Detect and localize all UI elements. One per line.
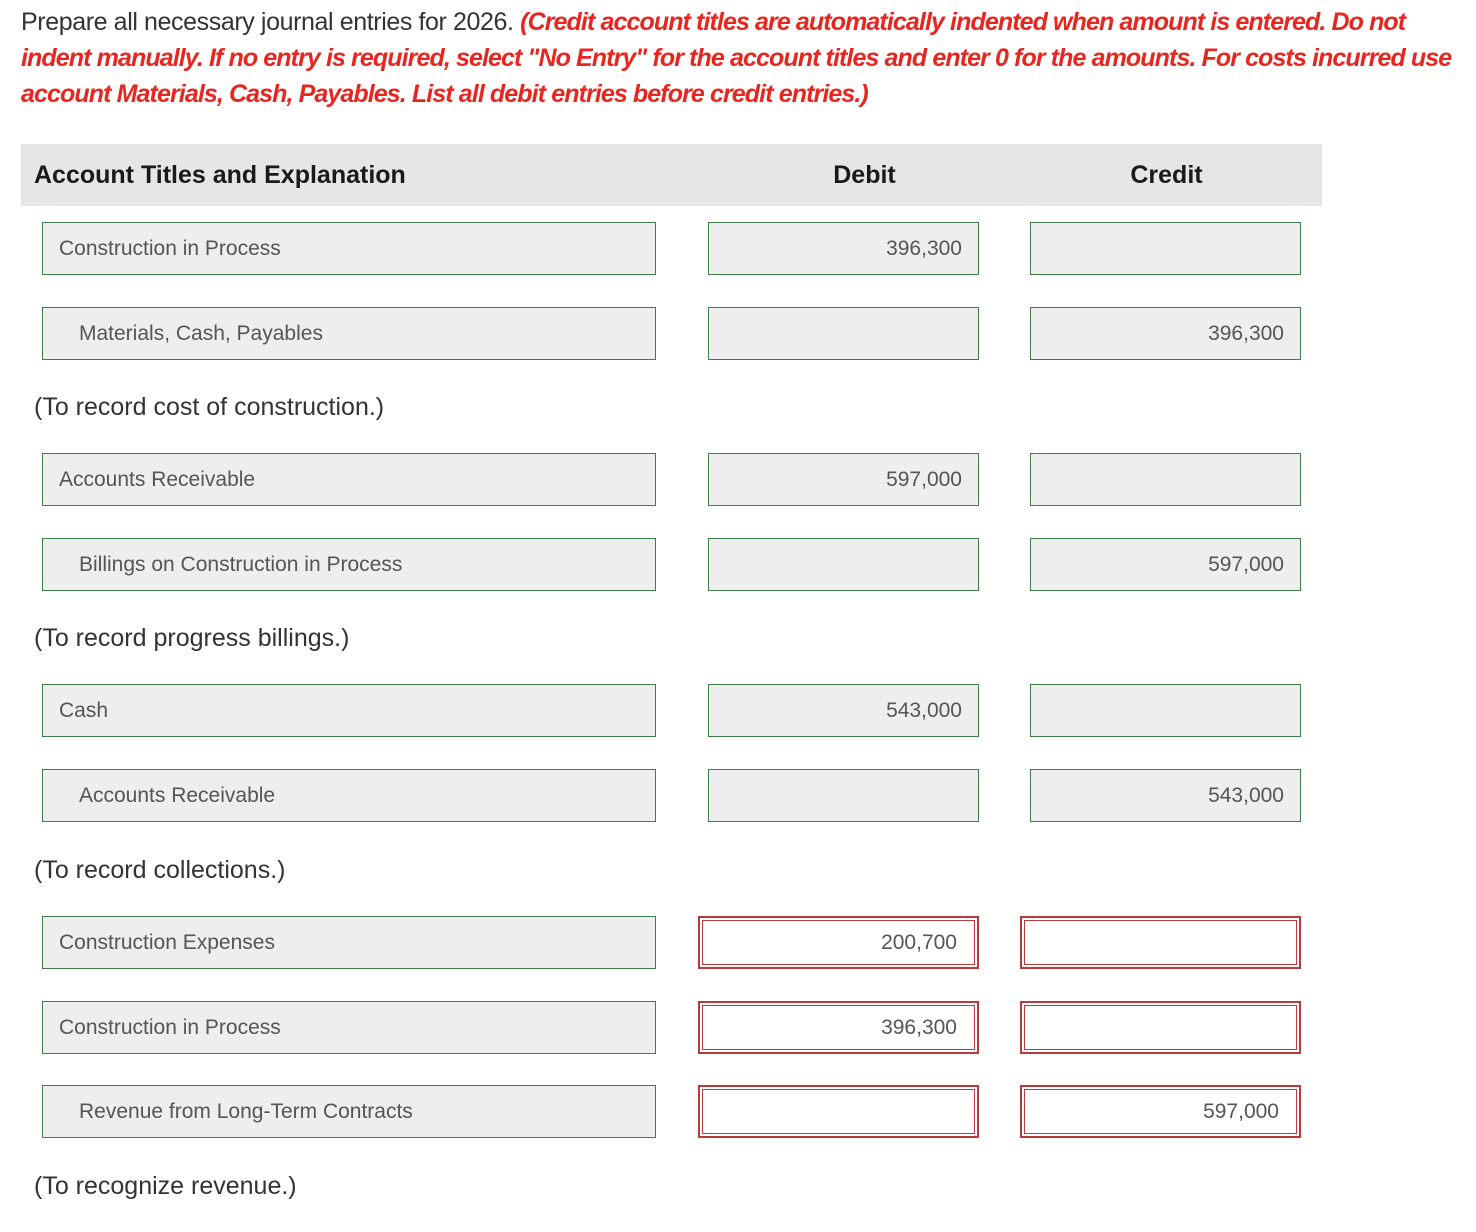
credit-amount-field[interactable]: 543,000 [1030, 769, 1301, 822]
account-title-field[interactable]: Construction in Process [42, 1001, 656, 1054]
account-title-field[interactable]: Construction in Process [42, 222, 656, 275]
journal-line [0, 307, 1476, 360]
credit-amount-field[interactable] [1030, 684, 1301, 737]
account-title-field[interactable]: Accounts Receivable [42, 453, 656, 506]
debit-amount-field[interactable]: 396,300 [708, 222, 979, 275]
table-header [21, 144, 1322, 206]
account-title-field[interactable]: Materials, Cash, Payables [42, 307, 656, 360]
journal-line [0, 916, 1476, 969]
credit-amount-field[interactable] [1030, 222, 1301, 275]
journal-line [0, 1001, 1476, 1054]
debit-amount-field[interactable] [708, 307, 979, 360]
journal-line [0, 684, 1476, 737]
entry-explanation: (To recognize revenue.) [34, 1172, 297, 1200]
journal-line [0, 1085, 1476, 1138]
instructions [21, 4, 1461, 112]
debit-amount-field[interactable]: 396,300 [698, 1001, 979, 1054]
debit-amount-field[interactable] [698, 1085, 979, 1138]
credit-amount-field[interactable] [1030, 453, 1301, 506]
entry-explanation: (To record cost of construction.) [34, 393, 385, 421]
debit-amount-field[interactable] [708, 769, 979, 822]
header-account-titles: Account Titles and Explanation [34, 161, 406, 189]
journal-line [0, 538, 1476, 591]
instructions-lead: Prepare all necessary journal entries for 2026. [21, 8, 521, 36]
account-title-field[interactable]: Billings on Construction in Process [42, 538, 656, 591]
debit-amount-field[interactable]: 543,000 [708, 684, 979, 737]
debit-amount-field[interactable]: 597,000 [708, 453, 979, 506]
journal-line [0, 453, 1476, 506]
credit-amount-field[interactable]: 597,000 [1030, 538, 1301, 591]
journal-line [0, 222, 1476, 275]
header-credit: Credit [1130, 161, 1203, 189]
credit-amount-field[interactable]: 597,000 [1020, 1085, 1301, 1138]
account-title-field[interactable]: Cash [42, 684, 656, 737]
credit-amount-field[interactable] [1020, 916, 1301, 969]
debit-amount-field[interactable]: 200,700 [698, 916, 979, 969]
account-title-field[interactable]: Construction Expenses [42, 916, 656, 969]
header-debit: Debit [833, 161, 896, 189]
entry-explanation: (To record collections.) [34, 856, 286, 884]
debit-amount-field[interactable] [708, 538, 979, 591]
instructions-hint: (Credit account titles are automatically indented when amount is entered. Do not indent manually. If no entry is required, select "No Entry" for the account titles and enter 0 for the amounts. For costs incurred use account Materials, Cash, Payables. List all debit entries before credit entries.) [21, 8, 1452, 108]
credit-amount-field[interactable] [1020, 1001, 1301, 1054]
journal-line [0, 769, 1476, 822]
credit-amount-field[interactable]: 396,300 [1030, 307, 1301, 360]
entry-explanation: (To record progress billings.) [34, 624, 350, 652]
account-title-field[interactable]: Accounts Receivable [42, 769, 656, 822]
account-title-field[interactable]: Revenue from Long-Term Contracts [42, 1085, 656, 1138]
